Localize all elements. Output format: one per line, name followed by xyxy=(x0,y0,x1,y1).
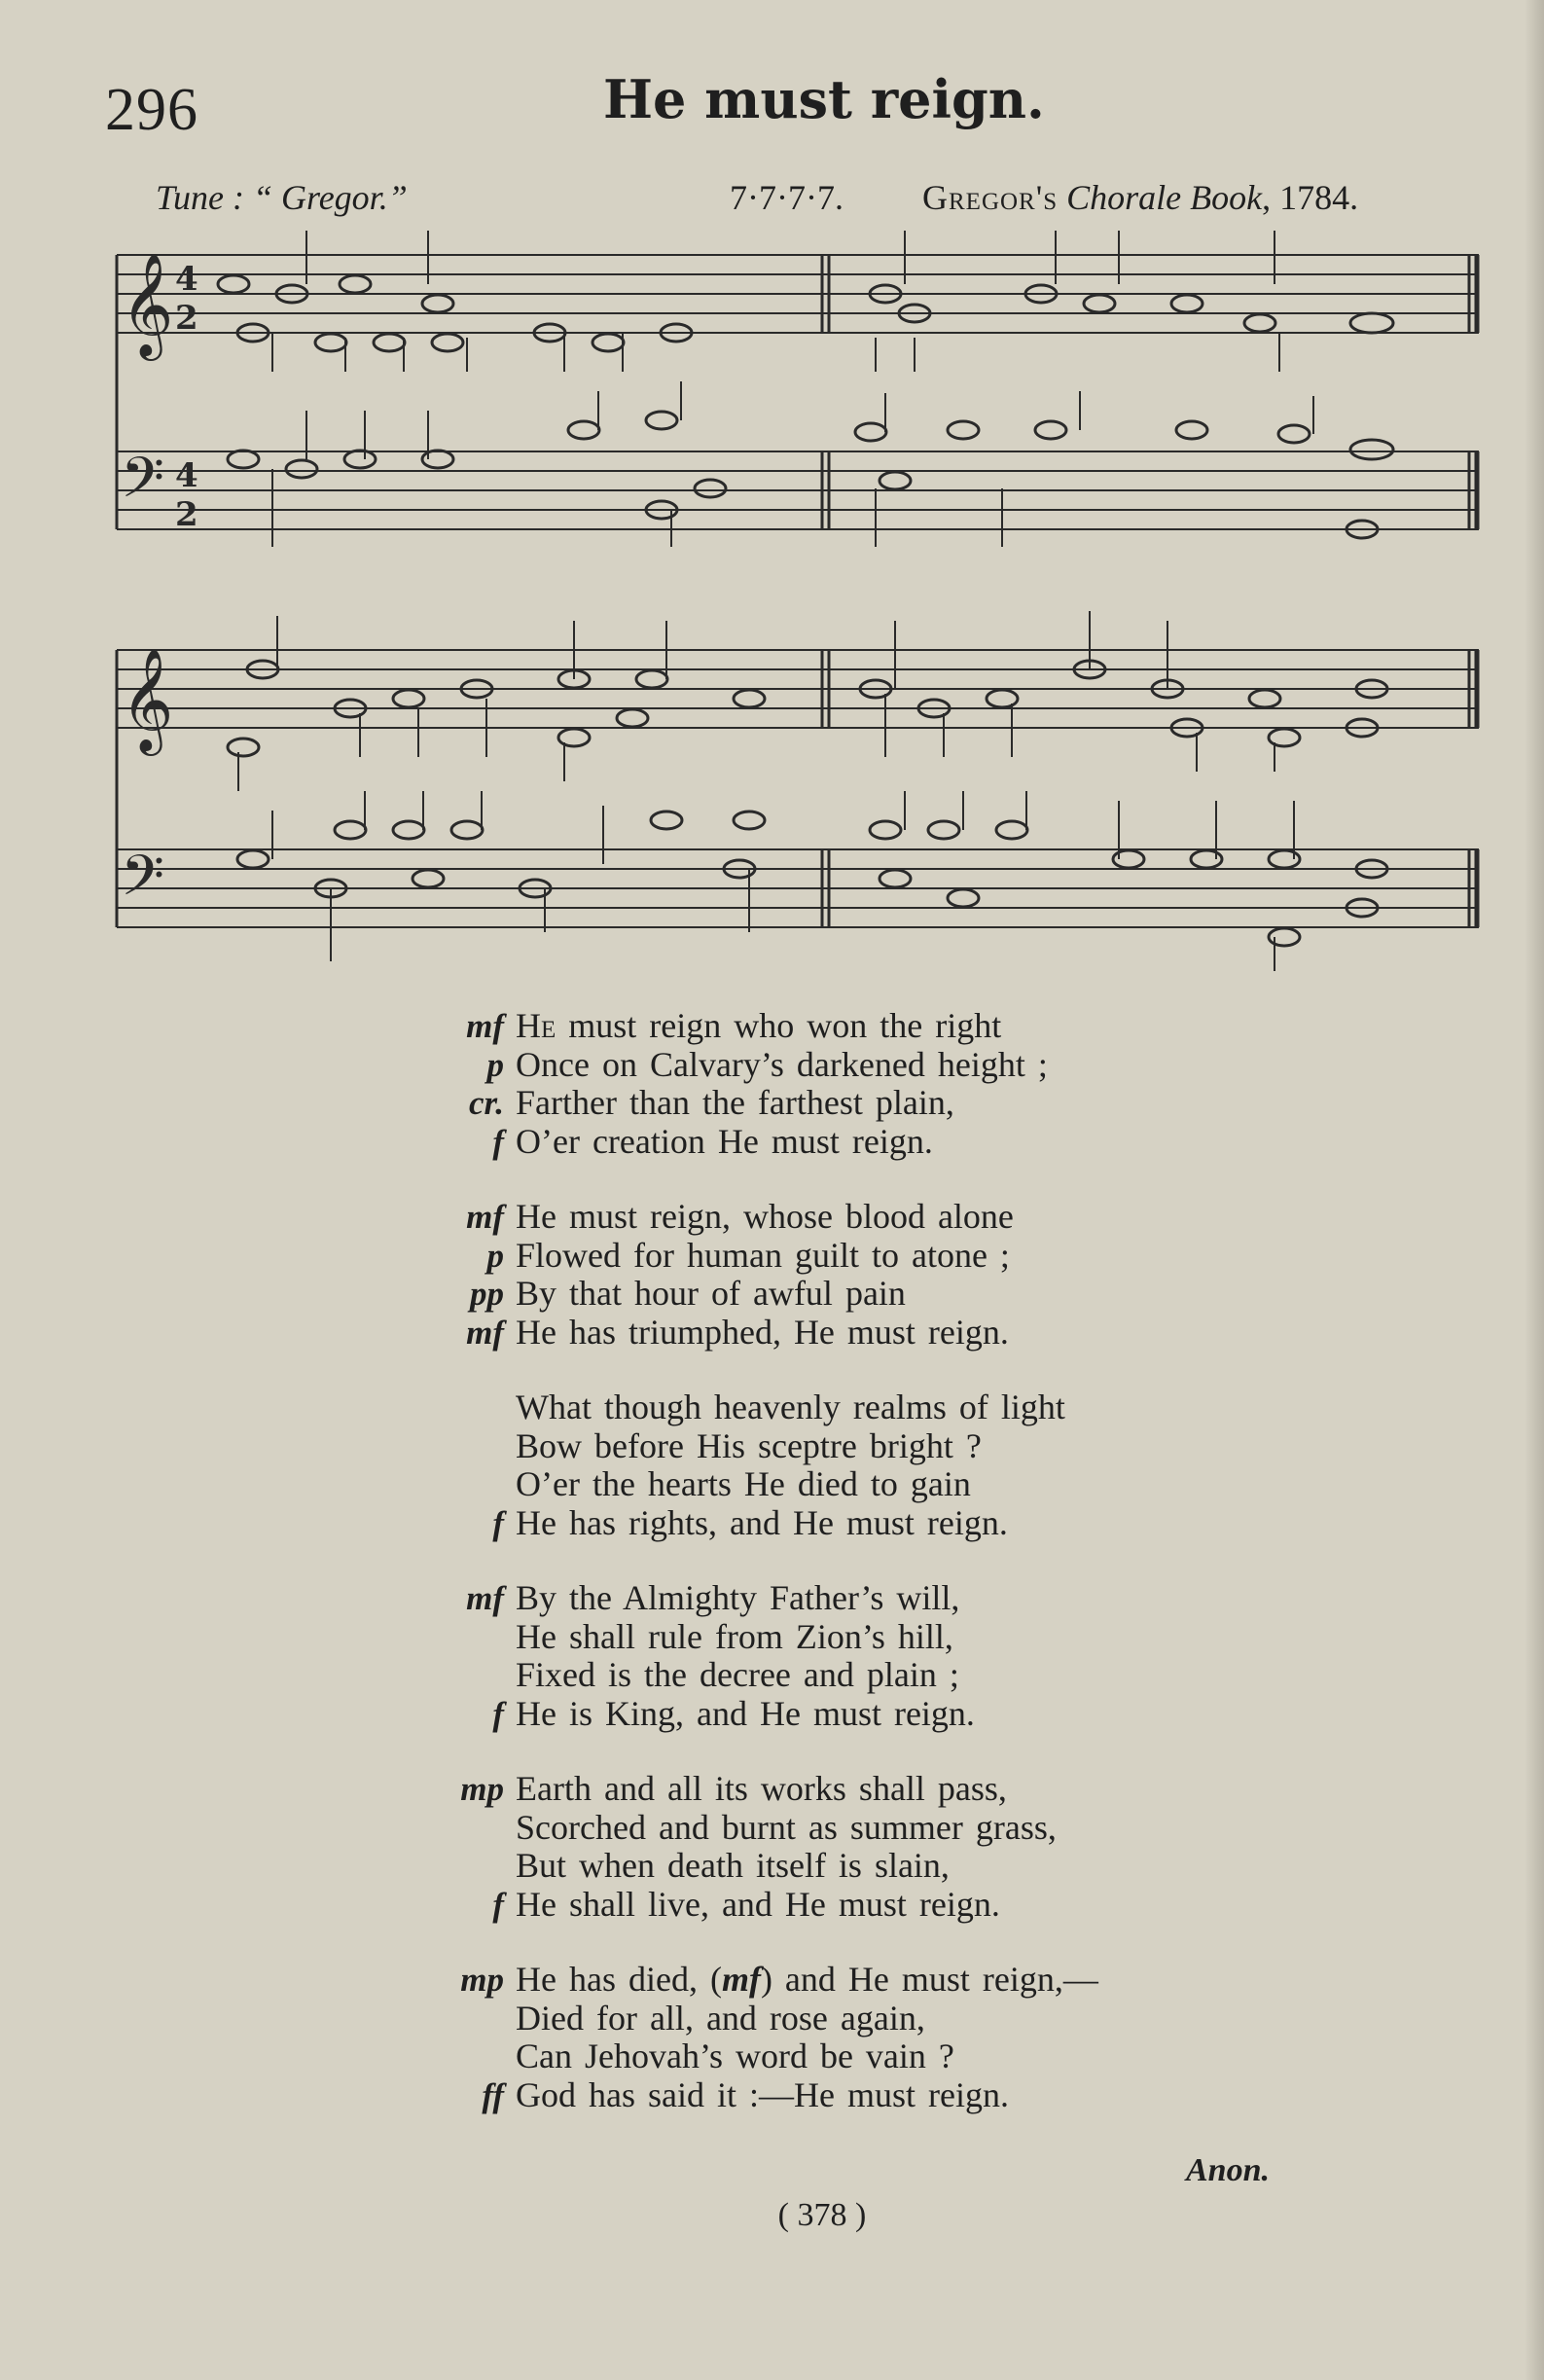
page-edge-shadow xyxy=(1525,0,1544,2380)
bass-staff-1 xyxy=(117,451,1479,529)
dynamic-mark: mp xyxy=(460,1770,504,1808)
verse-line xyxy=(418,1007,1294,1046)
lyric-part: He has died, ( xyxy=(516,1960,722,1999)
tune-source-book: Chorale Book xyxy=(1066,178,1263,217)
hymn-number: 296 xyxy=(105,77,198,143)
lyric-text: But when death itself is slain, xyxy=(516,1846,950,1885)
noteheads-1 xyxy=(218,275,1393,538)
lyric-lead-word: He xyxy=(516,1006,557,1045)
dynamic-mark: mf xyxy=(466,1313,504,1352)
lyric-text xyxy=(516,1961,1098,2000)
treble-staff-2 xyxy=(117,650,1479,728)
meter: 7·7·7·7. xyxy=(730,178,844,217)
stanza-5 xyxy=(418,1770,1294,1924)
verse-line xyxy=(418,1198,1294,1237)
verse-line xyxy=(418,1046,1294,1085)
verse-line xyxy=(418,1084,1294,1123)
verse-line xyxy=(418,1579,1294,1618)
inline-dynamic-mark: mf xyxy=(721,1960,761,1999)
svg-text:2: 2 xyxy=(175,495,198,534)
verse-line xyxy=(418,1504,1294,1543)
verse-line xyxy=(418,1809,1294,1848)
treble-clef-icon: 𝄞 xyxy=(121,255,174,354)
lyric-text: He has rights, and He must reign. xyxy=(516,1502,1008,1542)
dynamic-mark xyxy=(418,1465,516,1504)
lyric-text: Scorched and burnt as summer grass, xyxy=(516,1807,1057,1847)
lyric-text: He has triumphed, He must reign. xyxy=(516,1312,1009,1352)
lyric-text: Bow before His sceptre bright ? xyxy=(516,1425,982,1465)
lyric-text: By that hour of awful pain xyxy=(516,1274,906,1313)
bass-clef-icon: 𝄢 xyxy=(121,847,165,921)
tune-source-year: , 1784. xyxy=(1262,178,1359,217)
bass-clef-icon: 𝄢 xyxy=(121,449,165,523)
lyric-text: Farther than the farthest plain, xyxy=(516,1083,954,1122)
stanza-3 xyxy=(418,1388,1294,1542)
verse-line xyxy=(418,1388,1294,1427)
lyric-text: He must reign, whose blood alone xyxy=(516,1197,1014,1236)
stanza-1 xyxy=(418,1007,1294,1161)
svg-text:4: 4 xyxy=(175,456,198,495)
lyric-text xyxy=(516,1007,1001,1046)
verse-line xyxy=(418,1770,1294,1809)
lyric-text: O’er the hearts He died to gain xyxy=(516,1464,971,1503)
verse-line xyxy=(418,1886,1294,1925)
dynamic-mark: mf xyxy=(466,1579,504,1617)
dynamic-mark xyxy=(418,1388,516,1427)
dynamic-mark: f xyxy=(492,1503,504,1542)
lyric-text: He shall rule from Zion’s hill, xyxy=(516,1616,953,1656)
author-attribution: Anon. xyxy=(1186,2152,1270,2188)
tune-name: Tune : “ Gregor.” xyxy=(156,178,408,217)
verse-line xyxy=(418,1427,1294,1466)
dynamic-mark xyxy=(418,1656,516,1695)
verse-line xyxy=(418,1618,1294,1657)
lyric-text: He is King, and He must reign. xyxy=(516,1693,975,1733)
verse-line xyxy=(418,1847,1294,1886)
lyric-text: What though heavenly realms of light xyxy=(516,1388,1065,1426)
verse-line xyxy=(418,2037,1294,2076)
verse-line xyxy=(418,1656,1294,1695)
noteheads-2 xyxy=(228,661,1387,946)
lyric-text: Can Jehovah’s word be vain ? xyxy=(516,2037,954,2075)
treble-clef-icon: 𝄞 xyxy=(121,650,174,749)
dynamic-mark: cr. xyxy=(469,1084,504,1122)
music-system-1 xyxy=(107,226,1489,547)
dynamic-mark: f xyxy=(492,1122,504,1161)
svg-text:2: 2 xyxy=(175,299,198,338)
svg-text:4: 4 xyxy=(175,260,198,299)
verse-line xyxy=(418,1961,1294,2000)
music-system-2 xyxy=(107,611,1489,971)
dynamic-mark xyxy=(418,2037,516,2076)
dynamic-mark: f xyxy=(492,1694,504,1733)
verse-line xyxy=(418,1275,1294,1314)
tune-source xyxy=(922,177,1358,218)
verses xyxy=(418,1007,1294,2151)
dynamic-mark: mf xyxy=(466,1007,504,1045)
verse-line xyxy=(418,1123,1294,1162)
lyric-text: Flowed for human guilt to atone ; xyxy=(516,1235,1010,1275)
verse-line xyxy=(418,2076,1294,2115)
lyric-text: O’er creation He must reign. xyxy=(516,1121,933,1161)
lyric-text: Once on Calvary’s darkened height ; xyxy=(516,1044,1048,1084)
lyric-text: He shall live, and He must reign. xyxy=(516,1884,1000,1924)
verse-line xyxy=(418,1237,1294,1276)
tune-info-line xyxy=(156,177,1450,226)
lyric-text: By the Almighty Father’s will, xyxy=(516,1578,960,1617)
dynamic-mark: p xyxy=(486,1045,504,1084)
lyric-part: ) and He must reign,— xyxy=(760,1960,1098,1999)
verse-line xyxy=(418,1695,1294,1734)
dynamic-mark xyxy=(418,2000,516,2038)
dynamic-mark xyxy=(418,1427,516,1466)
dynamic-mark: pp xyxy=(470,1275,504,1313)
bass-staff-2 xyxy=(117,849,1479,927)
lyric-text: Fixed is the decree and plain ; xyxy=(516,1655,959,1694)
stanza-2 xyxy=(418,1198,1294,1352)
verse-line xyxy=(418,1465,1294,1504)
lyric-text: God has said it :—He must reign. xyxy=(516,2074,1009,2114)
stanza-4 xyxy=(418,1579,1294,1733)
dynamic-mark: mp xyxy=(460,1961,504,1999)
tune-source-author: Gregor's xyxy=(922,178,1059,217)
stems-2 xyxy=(238,611,1294,971)
dynamic-mark: mf xyxy=(466,1198,504,1236)
verse-line xyxy=(418,2000,1294,2038)
dynamic-mark: ff xyxy=(482,2075,504,2114)
stanza-6 xyxy=(418,1961,1294,2114)
stems-1 xyxy=(272,231,1313,547)
dynamic-mark xyxy=(418,1847,516,1886)
lyric-text: Earth and all its works shall pass, xyxy=(516,1769,1007,1808)
page-number: ( 378 ) xyxy=(777,2197,867,2233)
lyric-rest: must reign who won the right xyxy=(556,1006,1002,1045)
hymn-title: He must reign. xyxy=(603,68,1045,130)
dynamic-mark xyxy=(418,1809,516,1848)
dynamic-mark: p xyxy=(486,1236,504,1275)
verse-line xyxy=(418,1314,1294,1352)
dynamic-mark: f xyxy=(492,1885,504,1924)
lyric-text: Died for all, and rose again, xyxy=(516,1998,925,2037)
dynamic-mark xyxy=(418,1618,516,1657)
